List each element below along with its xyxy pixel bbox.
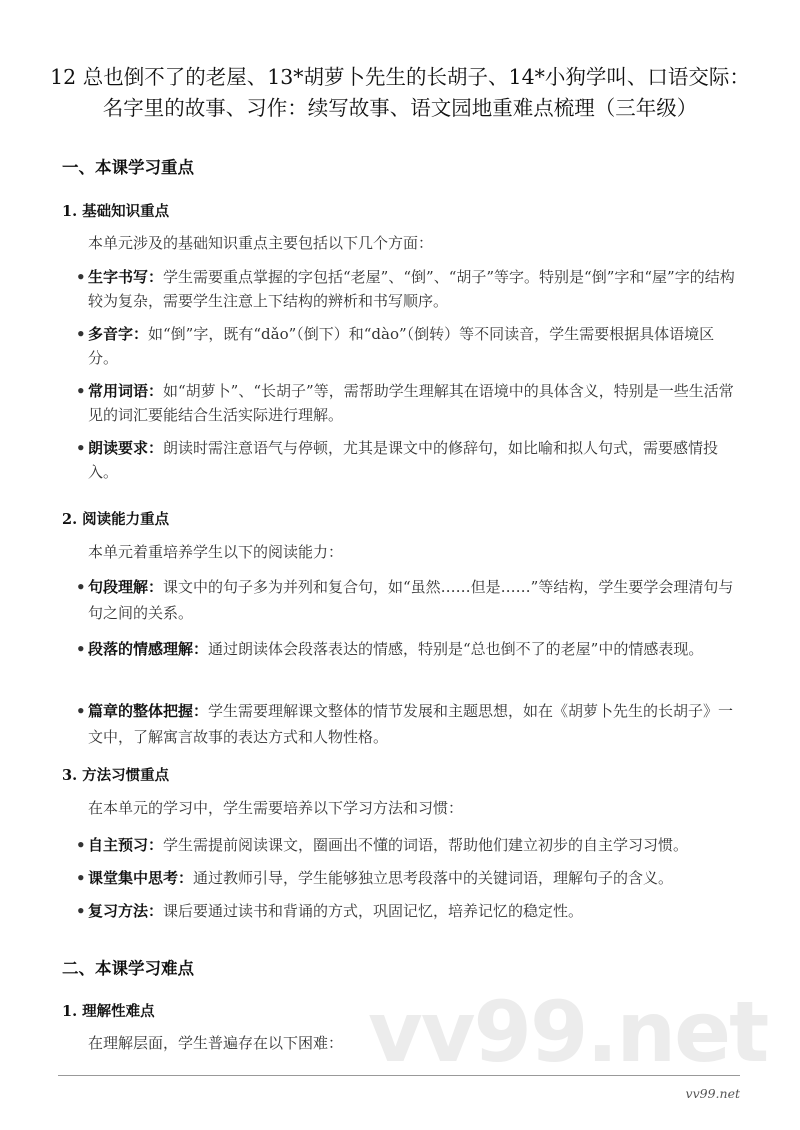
document-title: 12 总也倒不了的老屋、13*胡萝卜先生的长胡子、14*小狗学叫、口语交际：名字里的故事、习作：续写故事、语文园地重难点梳理（三年级） <box>50 65 750 120</box>
item-label: 句段理解： <box>88 578 164 596</box>
list-item <box>76 636 744 662</box>
subsection-heading: 3. 方法习惯重点 <box>62 767 170 784</box>
item-label: 多音字： <box>88 325 149 343</box>
bullet-icon: • <box>76 325 86 343</box>
item-label: 自主预习： <box>88 836 164 854</box>
item-text: 课后要通过读书和背诵的方式，巩固记忆，培养记忆的稳定性。 <box>163 902 584 920</box>
bullet-icon: • <box>76 439 86 457</box>
subsection-heading: 1. 理解性难点 <box>62 1003 155 1020</box>
bullet-icon: • <box>76 578 86 596</box>
bullet-icon: • <box>76 836 86 854</box>
bullet-icon: • <box>76 268 86 286</box>
item-label: 常用词语： <box>88 382 164 400</box>
paragraph: 本单元着重培养学生以下的阅读能力： <box>88 543 344 561</box>
item-label: 朗读要求： <box>88 439 164 457</box>
item-text: 学生需要重点掌握的字包括“老屋”、“倒”、“胡子”等字。特别是“倒”字和“屋”字的结构较为复杂，需要学生注意上下结构的辨析和书写顺序。 <box>88 268 735 310</box>
item-text: 如“倒”字，既有“dǎo”（倒下）和“dào”（倒转）等不同读音，学生需要根据具体语境区分。 <box>88 325 715 367</box>
paragraph: 本单元涉及的基础知识重点主要包括以下几个方面： <box>88 234 434 252</box>
watermark: vv99.net <box>368 983 768 1081</box>
list-item <box>76 322 744 370</box>
item-text: 朗读时需注意语气与停顿，尤其是课文中的修辞句，如比喻和拟人句式，需要感情投入。 <box>88 439 719 481</box>
list-item <box>76 698 744 750</box>
item-text: 通过朗读体会段落表达的情感，特别是“总也倒不了的老屋”中的情感表现。 <box>208 640 704 658</box>
section-heading: 一、本课学习重点 <box>62 158 194 177</box>
list-item <box>76 833 744 857</box>
list-item <box>76 436 744 484</box>
section-heading: 二、本课学习难点 <box>62 959 194 978</box>
list-item <box>76 379 744 427</box>
item-text: 如“胡萝卜”、“长胡子”等，需帮助学生理解其在语境中的具体含义，特别是一些生活常见的词汇要能结合生活实际进行理解。 <box>88 382 734 424</box>
item-text: 课文中的句子多为并列和复合句，如“虽然……但是……”等结构，学生要学会理清句与句之间的关系。 <box>88 578 734 622</box>
subsection-heading: 1. 基础知识重点 <box>62 203 170 220</box>
subsection-heading: 2. 阅读能力重点 <box>62 511 170 528</box>
list-item <box>76 265 744 313</box>
item-label: 课堂集中思考： <box>88 869 194 887</box>
footer-text: vv99.net <box>685 1086 740 1101</box>
bullet-icon: • <box>76 382 86 400</box>
list-item <box>76 866 744 890</box>
paragraph: 在理解层面，学生普遍存在以下困难： <box>88 1034 344 1052</box>
paragraph: 在本单元的学习中，学生需要培养以下学习方法和习惯： <box>88 799 464 817</box>
bullet-icon: • <box>76 702 86 720</box>
item-text: 学生需提前阅读课文，圈画出不懂的词语，帮助他们建立初步的自主学习习惯。 <box>163 836 689 854</box>
footer-divider <box>58 1075 740 1076</box>
item-label: 篇章的整体把握： <box>88 702 209 720</box>
bullet-icon: • <box>76 869 86 887</box>
bullet-icon: • <box>76 902 86 920</box>
list-item <box>76 899 744 923</box>
list-item <box>76 574 744 626</box>
item-label: 复习方法： <box>88 902 164 920</box>
item-text: 通过教师引导，学生能够独立思考段落中的关键词语，理解句子的含义。 <box>193 869 674 887</box>
item-text: 学生需要理解课文整体的情节发展和主题思想，如在《胡萝卜先生的长胡子》一文中，了解寓言故事的表达方式和人物性格。 <box>88 702 734 746</box>
bullet-icon: • <box>76 640 86 658</box>
item-label: 生字书写： <box>88 268 164 286</box>
item-label: 段落的情感理解： <box>88 640 209 658</box>
